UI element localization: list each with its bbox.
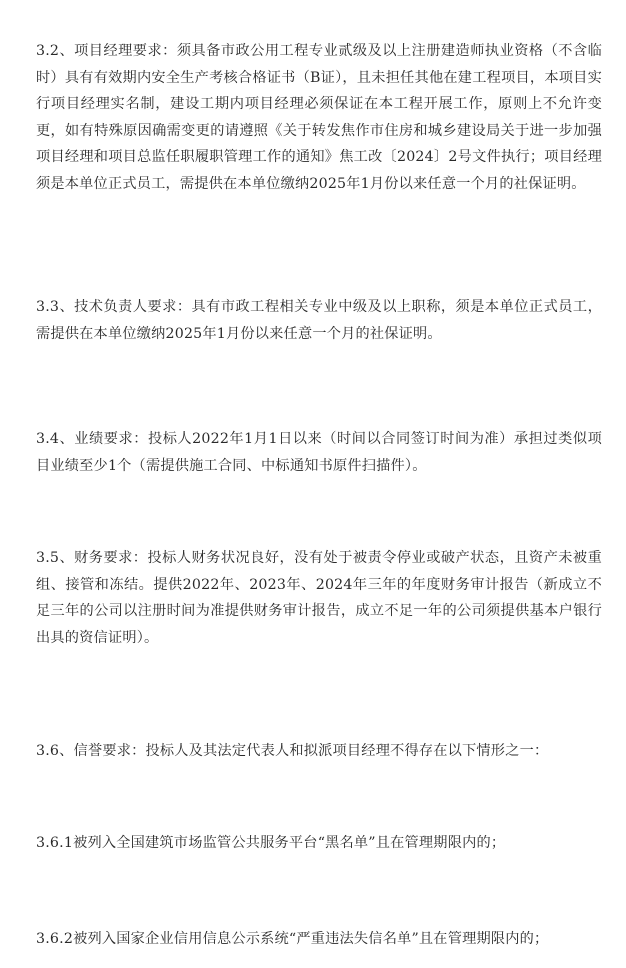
- paragraph-3-2-project-manager: 3.2、项目经理要求：须具备市政公用工程专业贰级及以上注册建造师执业资格（不含临时）具有有效期内安全生产考核合格证书（B证），且未担任其他在建工程项目，本项目实行项目经理实名制，建设工期内项目经理必须保证在本工程开展工作，原则上不允许变更，如有特殊原因确需变更的请遵照《关于转发焦作市住房和城乡建设局关于进一步加强项目经理和项目总监任职履职管理工作的通知》焦工改〔2024〕2号文件执行；项目经理须是本单位正式员工，需提供在本单位缴纳2025年1月份以来任意一个月的社保证明。: [36, 43, 602, 192]
- paragraph-3-6-credit: 3.6、信誉要求：投标人及其法定代表人和拟派项目经理不得存在以下情形之一：: [36, 743, 549, 759]
- paragraph-3-6-1-blacklist: 3.6.1被列入全国建筑市场监管公共服务平台“黑名单”且在管理期限内的；: [36, 835, 506, 851]
- paragraph-3-3-technical-lead: 3.3、技术负责人要求：具有市政工程相关专业中级及以上职称，须是本单位正式员工，需提供在本单位缴纳2025年1月份以来任意一个月的社保证明。: [36, 299, 602, 342]
- paragraph-3-5-financial: 3.5、财务要求：投标人财务状况良好，没有处于被责令停业或破产状态，且资产未被重组、接管和冻结。提供2022年、2023年、2024年三年的年度财务审计报告（新成立不足三年的公司以注册时间为准提供财务审计报告，成立不足一年的公司须提供基本户银行出具的资信证明）。: [36, 550, 602, 646]
- paragraph-3-4-performance: 3.4、业绩要求：投标人2022年1月1日以来（时间以合同签订时间为准）承担过类似项目业绩至少1个（需提供施工合同、中标通知书原件扫描件）。: [36, 431, 602, 474]
- paragraph-3-6-2-dishonest-list: 3.6.2被列入国家企业信用信息公示系统“严重违法失信名单”且在管理期限内的；: [36, 931, 549, 947]
